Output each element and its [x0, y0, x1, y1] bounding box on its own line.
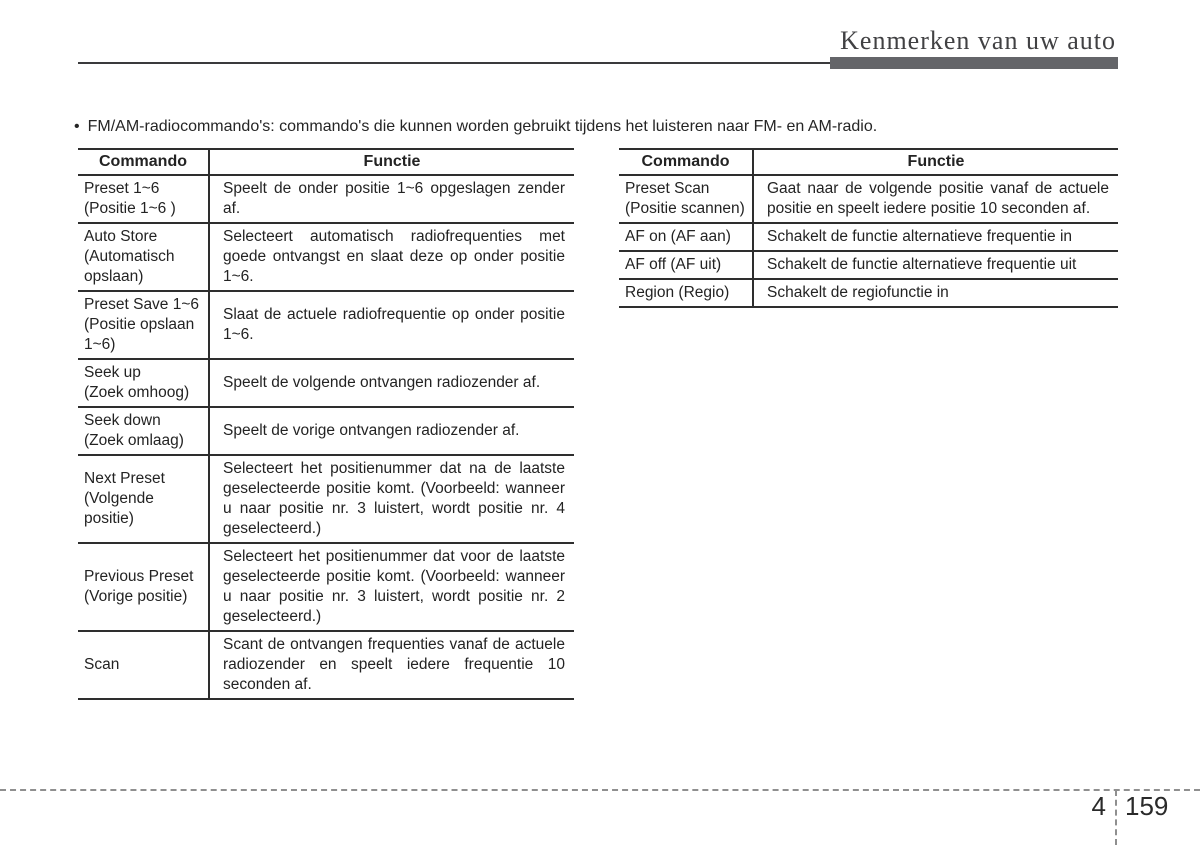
table-header-row	[619, 149, 1118, 175]
function-cell: Selecteert automatisch radiofrequenties met goede ontvangst en slaat deze op onder positie 1~6.	[209, 223, 574, 291]
table-row	[619, 223, 1118, 251]
command-cell	[78, 175, 209, 223]
column-header-functie: Functie	[209, 149, 574, 175]
command-name: AF on (AF aan)	[625, 228, 731, 245]
command-translation: (Volgende positie)	[84, 490, 154, 527]
command-cell	[78, 455, 209, 543]
table-row	[78, 359, 574, 407]
function-cell: Schakelt de functie alternatieve frequentie in	[753, 223, 1118, 251]
header-accent-bar	[830, 57, 1118, 69]
table-row	[78, 175, 574, 223]
command-translation: (Positie 1~6 )	[84, 200, 176, 217]
intro-bullet-line	[74, 118, 1074, 136]
function-cell: Scant de ontvangen frequenties vanaf de actuele radiozender en speelt iedere frequentie 10 seconden af.	[209, 631, 574, 699]
command-name: Scan	[84, 656, 120, 673]
function-cell: Speelt de volgende ontvangen radiozender af.	[209, 359, 574, 407]
command-name: Next Preset	[84, 470, 165, 487]
chapter-number: 4	[1091, 791, 1106, 821]
header-thin-rule	[78, 62, 831, 64]
function-cell: Gaat naar de volgende positie vanaf de actuele positie en speelt iedere positie 10 seconden af.	[753, 175, 1118, 223]
command-cell	[78, 223, 209, 291]
table-row	[78, 455, 574, 543]
command-translation: (Vorige positie)	[84, 588, 188, 605]
command-name: Preset Scan	[625, 180, 710, 197]
function-cell: Selecteert het positienummer dat na de laatste geselecteerde positie komt. (Voorbeeld: wanneer u naar positie nr. 3 luistert, wordt positie nr. 4 geselecteerd.)	[209, 455, 574, 543]
command-cell	[619, 175, 753, 223]
fm-am-commands-table-right	[619, 148, 1118, 308]
table-row	[78, 223, 574, 291]
function-cell: Speelt de vorige ontvangen radiozender af.	[209, 407, 574, 455]
command-cell	[78, 407, 209, 455]
bullet-icon: •	[74, 118, 80, 135]
command-cell	[78, 543, 209, 631]
column-header-commando: Commando	[619, 149, 753, 175]
fm-am-commands-table-left	[78, 148, 574, 700]
command-translation: (Positie opslaan 1~6)	[84, 316, 195, 353]
function-cell: Slaat de actuele radiofrequentie op onder positie 1~6.	[209, 291, 574, 359]
intro-text: FM/AM-radiocommando's: commando's die kunnen worden gebruikt tijdens het luisteren naar FM- en AM-radio.	[87, 118, 878, 135]
command-cell	[619, 279, 753, 307]
command-cell	[619, 251, 753, 279]
command-name: Preset Save 1~6	[84, 296, 200, 313]
command-name: Region (Regio)	[625, 284, 730, 301]
command-name: Previous Preset	[84, 568, 194, 585]
table-header-row	[78, 149, 574, 175]
command-cell	[78, 291, 209, 359]
table-row	[78, 291, 574, 359]
table-row	[619, 279, 1118, 307]
table-row	[78, 631, 574, 699]
command-name: Preset 1~6	[84, 180, 160, 197]
table-row	[619, 175, 1118, 223]
footer-dashed-rule	[0, 789, 1200, 791]
page-number: 159	[1125, 791, 1169, 821]
command-cell	[78, 631, 209, 699]
column-header-functie: Functie	[753, 149, 1118, 175]
command-name: Seek up	[84, 364, 141, 381]
table-row	[78, 543, 574, 631]
page-title: Kenmerken van uw auto	[840, 26, 1116, 55]
command-name: Auto Store	[84, 228, 158, 245]
command-translation: (Zoek omlaag)	[84, 432, 184, 449]
function-cell: Selecteert het positienummer dat voor de laatste geselecteerde positie komt. (Voorbeeld: wanneer u naar positie nr. 3 luistert, wordt positie nr. 2 geselecteerd.)	[209, 543, 574, 631]
command-translation: (Zoek omhoog)	[84, 384, 190, 401]
function-cell: Speelt de onder positie 1~6 opgeslagen zender af.	[209, 175, 574, 223]
command-name: Seek down	[84, 412, 161, 429]
command-cell	[619, 223, 753, 251]
table-row	[619, 251, 1118, 279]
function-cell: Schakelt de functie alternatieve frequentie uit	[753, 251, 1118, 279]
column-header-commando: Commando	[78, 149, 209, 175]
command-cell	[78, 359, 209, 407]
table-row	[78, 407, 574, 455]
command-name: AF off (AF uit)	[625, 256, 722, 273]
command-translation: (Automatisch opslaan)	[84, 248, 175, 285]
command-translation: (Positie scannen)	[625, 200, 745, 217]
footer-dashed-divider	[1115, 790, 1117, 845]
function-cell: Schakelt de regiofunctie in	[753, 279, 1118, 307]
